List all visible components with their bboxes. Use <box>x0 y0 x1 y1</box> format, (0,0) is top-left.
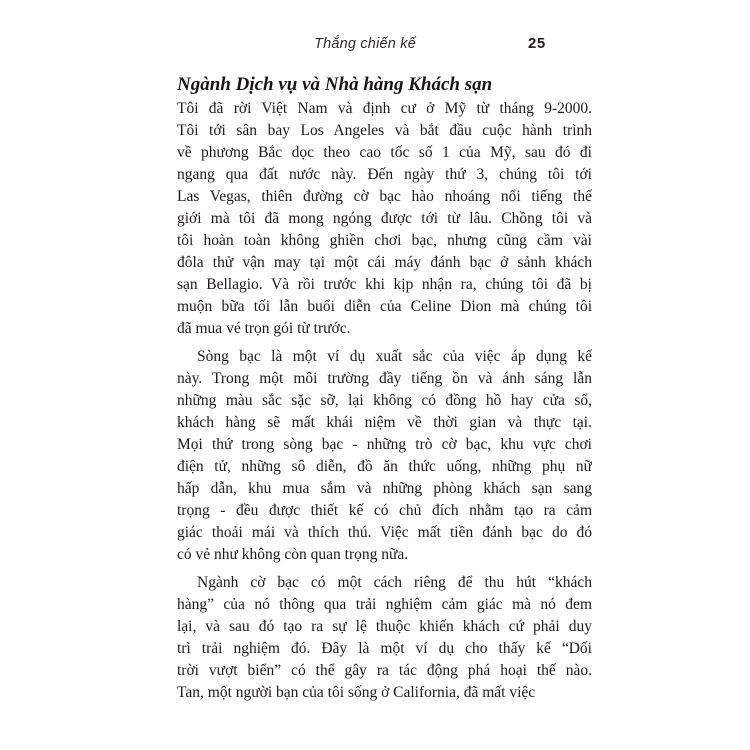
text-line: đã mua vé trọn gói từ trước. <box>177 320 351 337</box>
paragraph <box>177 572 592 704</box>
paragraph <box>177 98 592 340</box>
paragraph <box>177 346 592 566</box>
text-line: khách hàng sẽ mất khái niệm về thời gian và thực tại. <box>177 414 592 431</box>
text-line: điện tử, những sô diễn, đồ ăn thức uống, những phụ nữ <box>177 458 592 475</box>
text-line: trì trải nghiệm đó. Đây là một ví dụ cho thấy kế “Dối <box>177 640 592 657</box>
text-line: ngang qua đất nước này. Đến ngày thứ 3, chúng tôi tới <box>177 166 592 183</box>
text-line: Sòng bạc là một ví dụ xuất sắc của việc áp dụng kế <box>197 348 592 365</box>
text-line: tôi hoàn toàn không ghiền chơi bạc, nhưng cũng cầm vài <box>177 232 592 249</box>
text-line: hàng” của nó thông qua trải nghiệm cảm giác mà nó đem <box>177 596 592 613</box>
text-line: muộn bữa tối lẫn buổi diễn của Celine Dion mà chúng tôi <box>177 298 592 315</box>
running-title: Thắng chiến kế <box>314 36 416 52</box>
text-line: hấp dẫn, khu mua sắm và những phòng khách sạn sang <box>177 480 592 497</box>
text-line: Tan, một người bạn của tôi sống ở California, đã mất việc <box>177 684 536 701</box>
text-line: về phương Bắc dọc theo cao tốc số 1 của Mỹ, sau đó đi <box>177 144 592 161</box>
text-line: Ngành cờ bạc có một cách riêng để thu hút “khách <box>197 574 592 591</box>
text-line: Las Vegas, thiên đường cờ bạc hào nhoáng nổi tiếng thế <box>177 188 592 205</box>
text-line: Tôi tới sân bay Los Angeles và bắt đầu cuộc hành trình <box>177 122 592 139</box>
text-line: giác thoải mái và thích thú. Việc mất tiền đánh bạc do đó <box>177 524 592 541</box>
text-line: những màu sắc sặc sỡ, lại không có đồng hồ hay cửa sổ, <box>177 392 592 409</box>
text-line: Tôi đã rời Việt Nam và định cư ở Mỹ từ tháng 9-2000. <box>177 100 592 117</box>
text-line: đôla thử vận may tại một cái máy đánh bạc ở sảnh khách <box>177 254 592 271</box>
section-title: Ngành Dịch vụ và Nhà hàng Khách sạn <box>177 74 493 95</box>
text-line: giới mà tôi đã mong ngóng được tới từ lâu. Chồng tôi và <box>177 210 592 227</box>
text-line: lại, và sau đó tạo ra sự lệ thuộc khiến khách cứ phải duy <box>177 618 592 635</box>
body-text <box>177 98 592 704</box>
text-line: có vẻ như không còn quan trọng nữa. <box>177 546 409 563</box>
text-line: này. Trong một môi trường đầy tiếng ồn và ánh sáng lẫn <box>177 370 592 387</box>
text-line: Mọi thứ trong sòng bạc - những trò cờ bạc, khu vực chơi <box>177 436 592 453</box>
text-line: trọng - đều được thiết kế có chủ đích nhằm tạo ra cảm <box>177 502 592 519</box>
page-number: 25 <box>528 35 546 52</box>
text-line: sạn Bellagio. Và rồi trước khi kịp nhận ra, chúng tôi đã bị <box>177 276 592 293</box>
text-line: trời vượt biển” có thể gây ra tác động phá hoại thế nào. <box>177 662 592 679</box>
